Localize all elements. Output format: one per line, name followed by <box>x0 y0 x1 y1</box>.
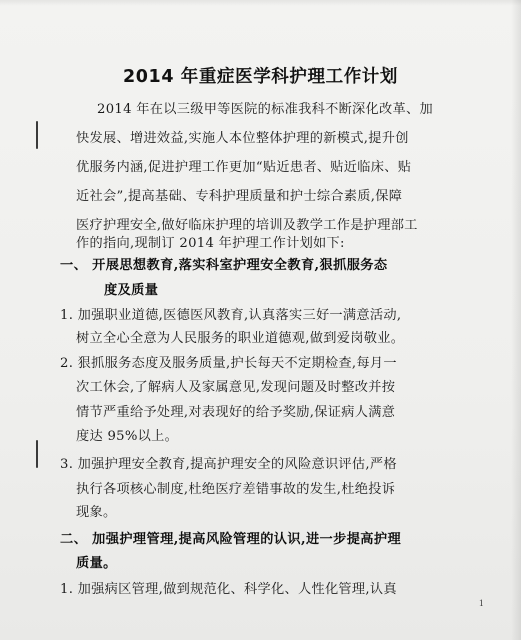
list-item: 3. 加强护理安全教育,提高护理安全的风险意识评估,严格 <box>60 457 397 472</box>
list-item: 树立全心全意为人民服务的职业道德观,做到爱岗敬业。 <box>76 331 405 346</box>
list-item: 执行各项核心制度,杜绝医疗差错事故的发生,杜绝投诉 <box>76 482 396 497</box>
intro-line: 作的指向,现制订 2014 年护理工作计划如下: <box>76 236 345 251</box>
list-item: 情节严重给予处理,对表现好的给予奖励,保证病人满意 <box>76 405 396 420</box>
intro-line: 快发展、增进效益,实施人本位整体护理的新模式,提升创 <box>76 131 409 146</box>
page-title: 2014 年重症医学科护理工作计划 <box>123 67 398 87</box>
page-shadow-right <box>511 0 521 640</box>
list-item: 次工休会,了解病人及家属意见,发现问题及时整改并按 <box>76 380 396 395</box>
list-item: 2. 狠抓服务态度及服务质量,护长每天不定期检查,每月一 <box>60 356 397 371</box>
page-number: 1 <box>479 598 484 608</box>
section-heading: 度及质量 <box>104 283 159 298</box>
list-item: 1. 加强病区管理,做到规范化、科学化、人性化管理,认真 <box>60 582 397 597</box>
binding-mark <box>36 440 38 468</box>
binding-mark <box>36 121 38 149</box>
section-heading: 二、 加强护理管理,提高风险管理的认识,进一步提高护理 <box>60 532 402 547</box>
section-heading: 一、 开展思想教育,落实科室护理安全教育,狠抓服务态 <box>60 258 388 273</box>
page-shadow-top <box>0 0 521 6</box>
list-item: 现象。 <box>76 505 117 520</box>
intro-line: 近社会”,提高基础、专科护理质量和护士综合素质,保障 <box>76 189 403 204</box>
intro-line: 医疗护理安全,做好临床护理的培训及教学工作是护理部工 <box>76 218 418 233</box>
list-item: 1. 加强职业道德,医德医风教育,认真落实三好一满意活动, <box>60 308 402 323</box>
section-heading: 质量。 <box>76 556 117 571</box>
intro-line: 2014 年在以三级甲等医院的标准我科不断深化改革、加 <box>97 102 433 117</box>
intro-line: 优服务内涵,促进护理工作更加“贴近患者、贴近临床、贴 <box>76 160 412 175</box>
list-item: 度达 95%以上。 <box>76 429 179 444</box>
